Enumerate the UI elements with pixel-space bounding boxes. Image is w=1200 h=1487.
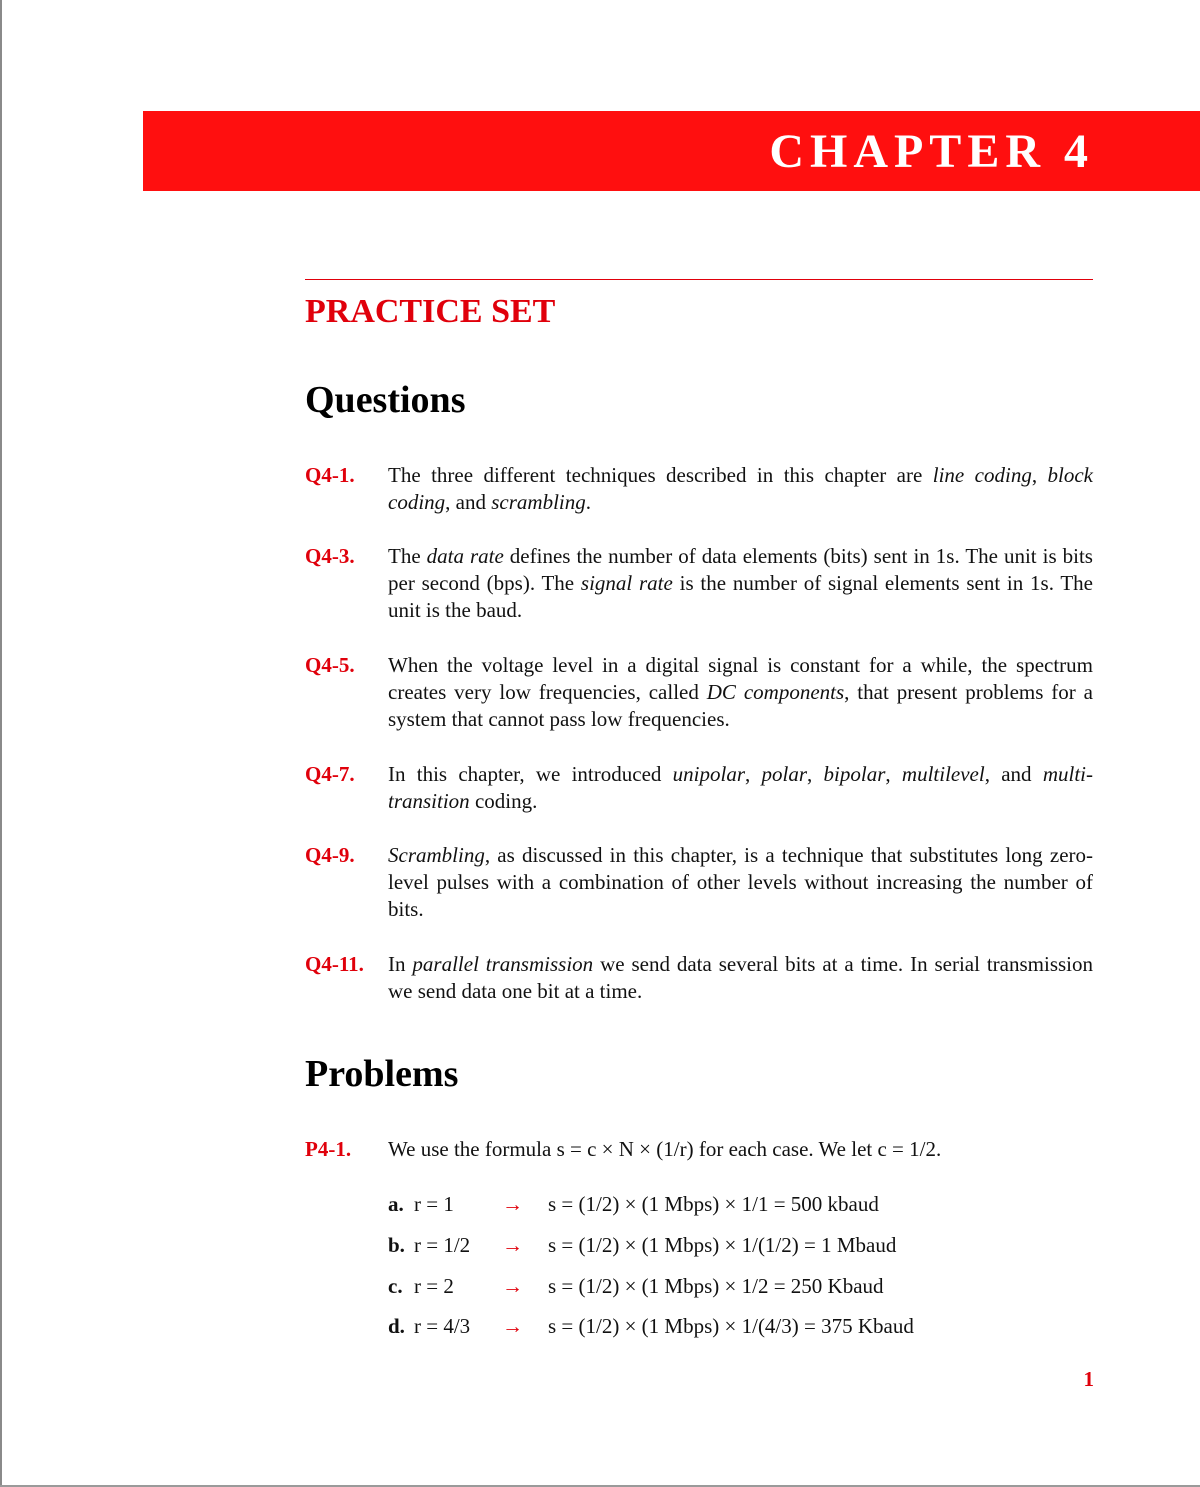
- emphasis-text: multilevel: [901, 762, 985, 786]
- text-run: ,: [807, 762, 824, 786]
- solution-formula: s = (1/2) × (1 Mbps) × 1/(4/3) = 375 Kbaud: [548, 1314, 914, 1338]
- chapter-title: CHAPTER 4: [769, 125, 1094, 178]
- practice-set-heading: PRACTICE SET: [305, 293, 556, 330]
- solution-formula: s = (1/2) × (1 Mbps) × 1/1 = 500 kbaud: [548, 1192, 879, 1216]
- emphasis-text: parallel transmission: [412, 952, 594, 976]
- solution-letter: c.: [388, 1274, 403, 1298]
- text-run: ,: [885, 762, 902, 786]
- text-run: , that present problems for a system that cannot pass low frequencies.: [388, 680, 1093, 731]
- question-text: [388, 543, 1093, 624]
- solution-letter: d.: [388, 1314, 405, 1338]
- problems-heading: Problems: [305, 1053, 459, 1095]
- text-run: , as discussed in this chapter, is a technique that substitutes long zero-level pulses with a combination of other levels without increasing the number of bits.: [388, 843, 1093, 921]
- question-label: Q4-9.: [305, 843, 355, 867]
- emphasis-text: DC components: [706, 680, 845, 704]
- arrow-icon: →: [502, 1192, 523, 1216]
- text-run: is the number of signal elements sent in 1s. The unit is the baud.: [388, 571, 1093, 622]
- question-item: [305, 761, 1093, 815]
- emphasis-text: line coding: [932, 463, 1032, 487]
- question-item: [305, 842, 1093, 923]
- arrow-icon: →: [502, 1274, 523, 1298]
- text-run: coding.: [469, 789, 538, 813]
- question-text: [388, 761, 1093, 815]
- emphasis-text: scrambling: [491, 490, 586, 514]
- emphasis-text: Scrambling: [388, 843, 485, 867]
- question-label: Q4-1.: [305, 463, 355, 487]
- text-run: The: [388, 544, 427, 568]
- text-run: ,: [745, 762, 762, 786]
- solution-condition: r = 2: [414, 1274, 454, 1298]
- arrow-icon: →: [502, 1233, 523, 1257]
- question-text: [388, 951, 1093, 1005]
- solution-condition: r = 1/2: [414, 1233, 471, 1257]
- text-run: The three different techniques described in this chapter are: [388, 463, 933, 487]
- text-run: , and: [984, 762, 1043, 786]
- solution-condition: r = 4/3: [414, 1314, 471, 1338]
- text-run: In this chapter, we introduced: [388, 762, 673, 786]
- arrow-icon: →: [502, 1314, 523, 1338]
- emphasis-text: bipolar: [823, 762, 886, 786]
- question-text: [388, 842, 1093, 923]
- solution-formula: s = (1/2) × (1 Mbps) × 1/2 = 250 Kbaud: [548, 1274, 884, 1298]
- question-item: [305, 462, 1093, 516]
- question-item: [305, 951, 1093, 1005]
- solution-condition: r = 1: [414, 1192, 454, 1216]
- text-run: When the voltage level in a digital signal is constant for a while, the spectrum creates very low frequencies, called: [388, 653, 1093, 704]
- text-run: ,: [1031, 463, 1048, 487]
- emphasis-text: data rate: [426, 544, 504, 568]
- text-run: , and: [445, 490, 492, 514]
- question-label: Q4-7.: [305, 762, 355, 786]
- section-rule: [305, 279, 1093, 280]
- emphasis-text: polar: [761, 762, 808, 786]
- text-run: .: [585, 490, 591, 514]
- question-item: [305, 652, 1093, 733]
- emphasis-text: multi-transition: [388, 762, 1093, 813]
- emphasis-text: unipolar: [672, 762, 745, 786]
- problem-item: [305, 1136, 1093, 1163]
- question-label: Q4-11.: [305, 952, 364, 976]
- emphasis-text: signal rate: [580, 571, 673, 595]
- page-border-left: [0, 0, 2, 1487]
- problem-label: P4-1.: [305, 1137, 352, 1161]
- emphasis-text: block coding: [388, 463, 1093, 514]
- problem-intro: We use the formula s = c × N × (1/r) for each case. We let c = 1/2.: [388, 1137, 942, 1161]
- question-item: [305, 543, 1093, 624]
- solution-letter: a.: [388, 1192, 404, 1216]
- text-run: In: [388, 952, 413, 976]
- question-text: [388, 462, 1093, 516]
- question-label: Q4-3.: [305, 544, 355, 568]
- question-text: [388, 652, 1093, 733]
- text-run: we send data several bits at a time. In serial transmission we send data one bit at a time.: [388, 952, 1094, 1003]
- questions-heading: Questions: [305, 379, 466, 421]
- page-number: 1: [1083, 1367, 1094, 1391]
- text-run: defines the number of data elements (bits) sent in 1s. The unit is bits per second (bps). The: [388, 544, 1093, 595]
- question-label: Q4-5.: [305, 653, 355, 677]
- solution-letter: b.: [388, 1233, 405, 1257]
- solution-formula: s = (1/2) × (1 Mbps) × 1/(1/2) = 1 Mbaud: [548, 1233, 897, 1257]
